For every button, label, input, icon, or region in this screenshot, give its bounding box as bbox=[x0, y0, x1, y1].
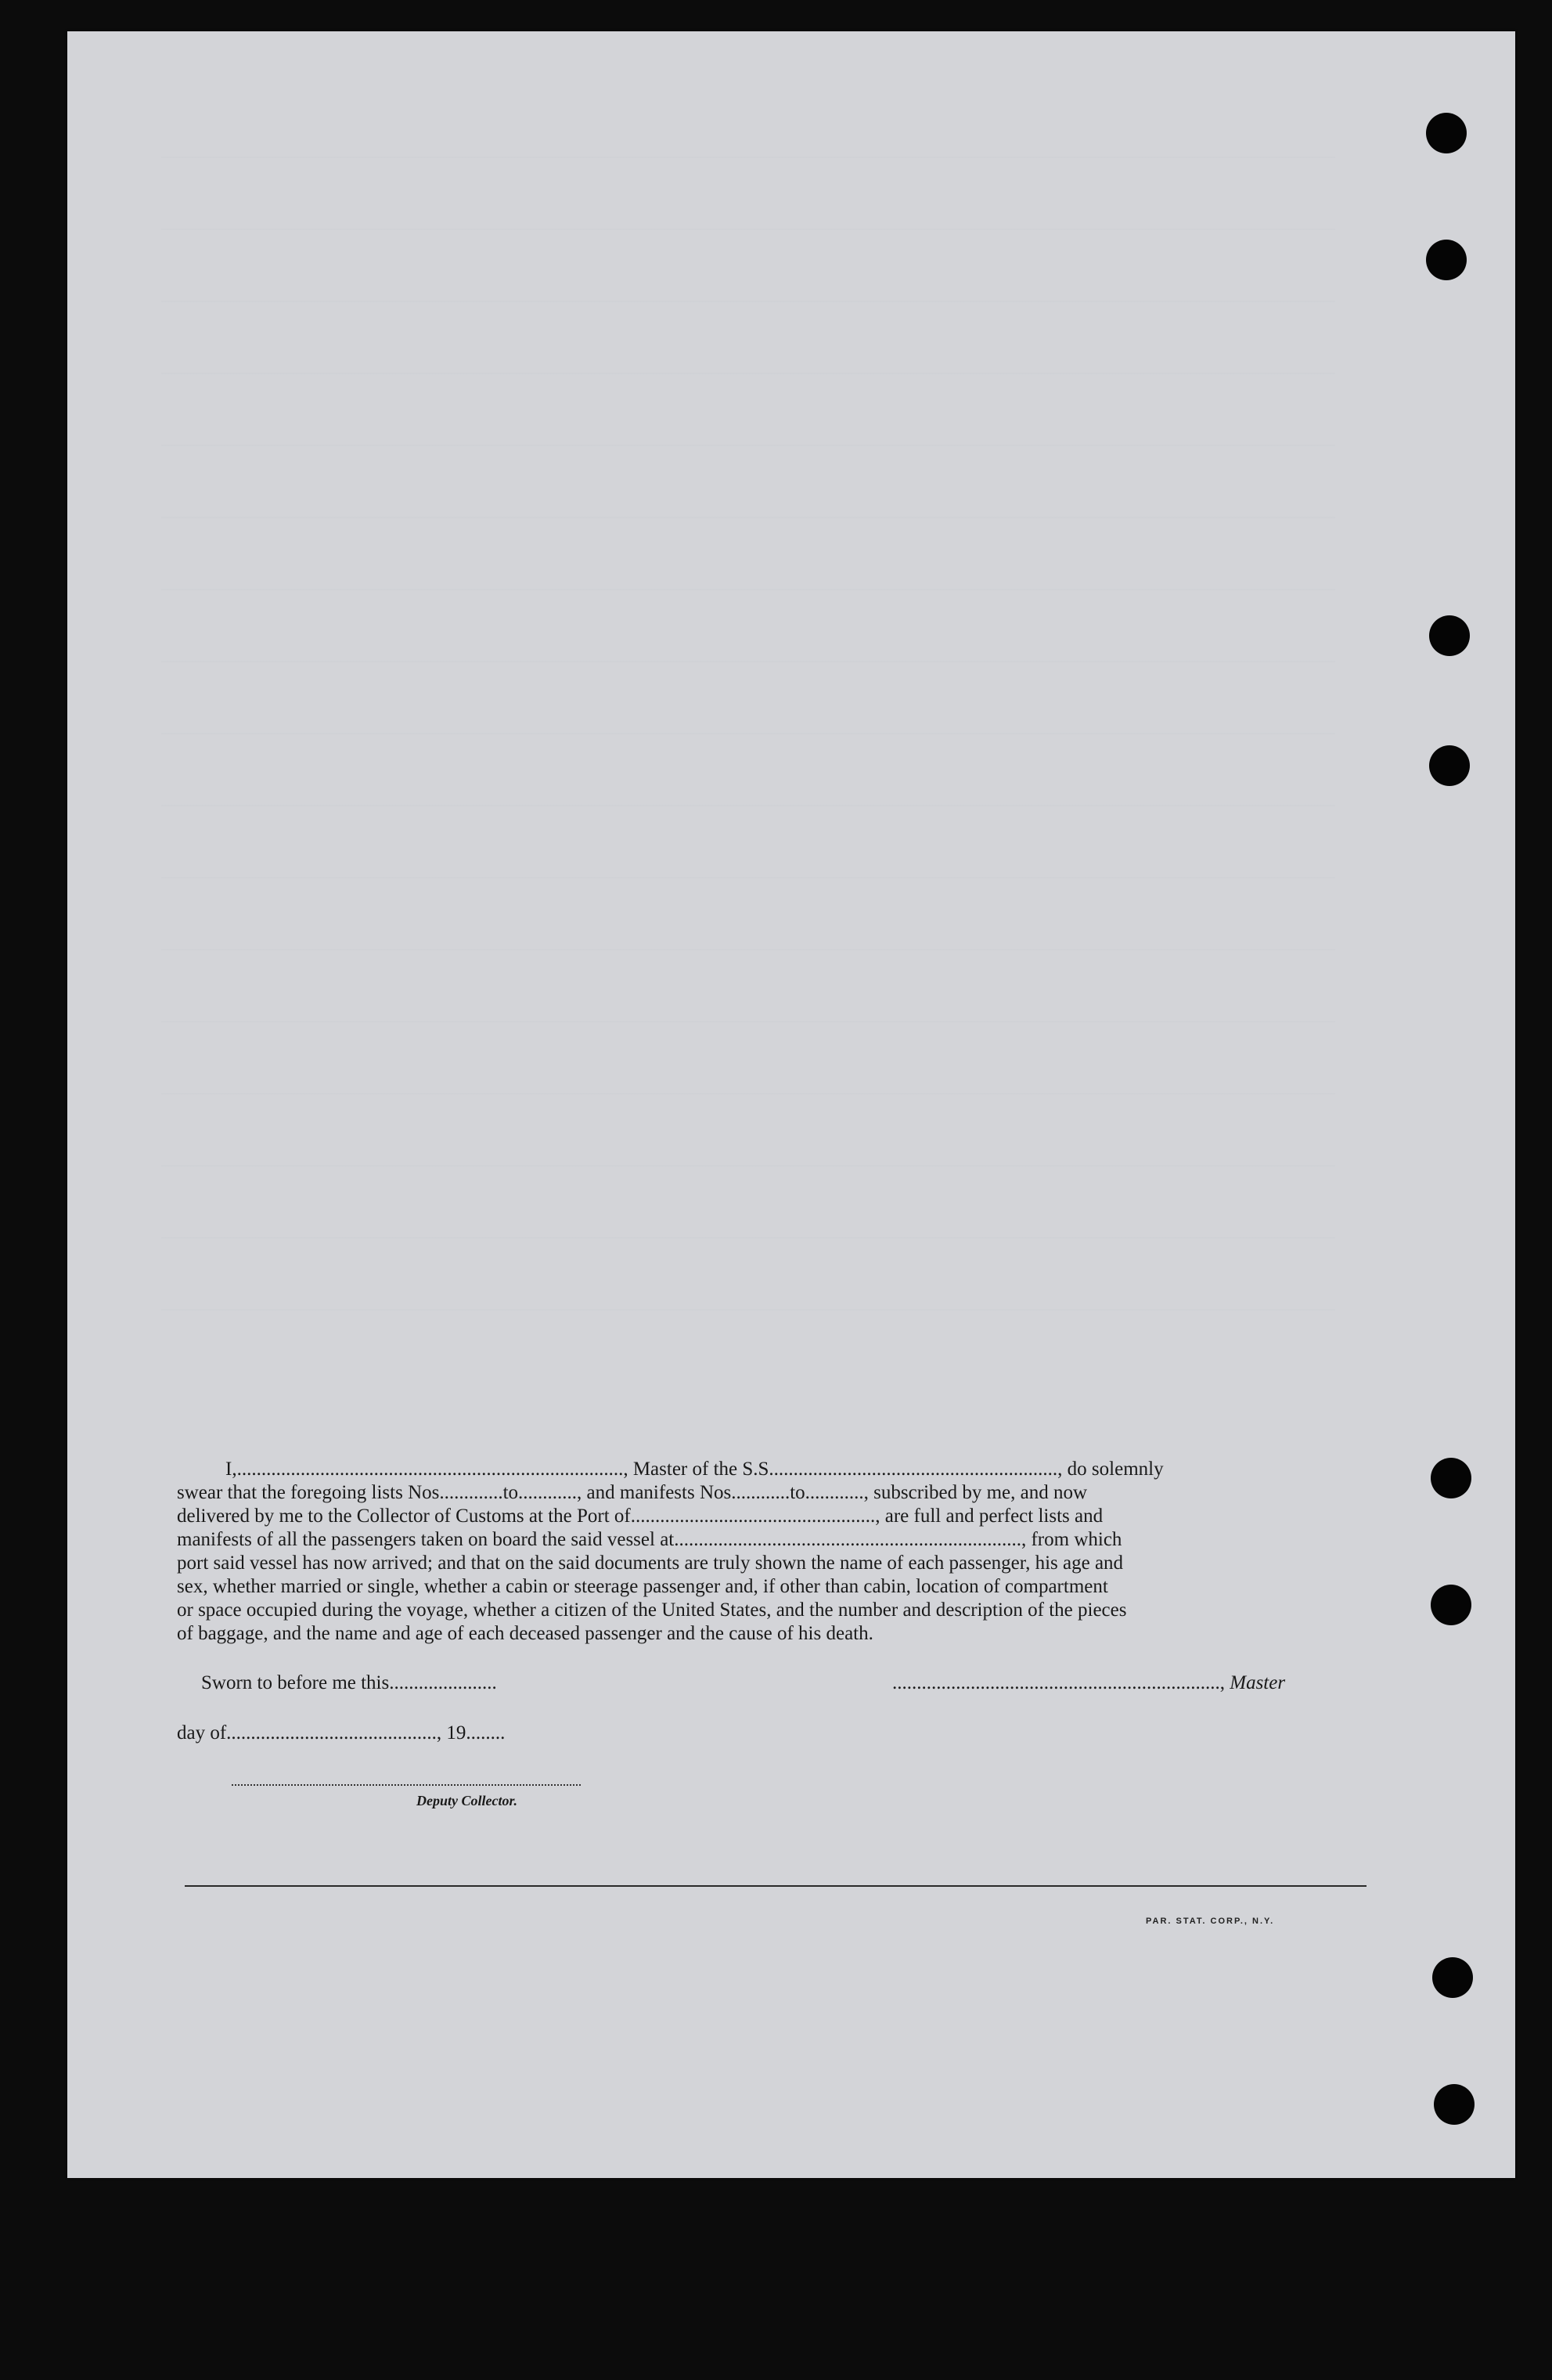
oath-line: of baggage, and the name and age of each deceased passenger and the cause of his death. bbox=[177, 1623, 873, 1644]
footer-rule bbox=[185, 1885, 1367, 1887]
punch-hole-icon bbox=[1426, 113, 1467, 153]
oath-line: manifests of all the passengers taken on board the said vessel at......................................................................., from which bbox=[177, 1529, 1122, 1550]
sworn-before-line: Sworn to before me this...................... bbox=[201, 1672, 497, 1693]
deputy-collector-label: Deputy Collector. bbox=[416, 1793, 517, 1808]
punch-hole-icon bbox=[1431, 1585, 1471, 1625]
punch-hole-icon bbox=[1432, 1957, 1473, 1998]
oath-line: or space occupied during the voyage, whether a citizen of the United States, and the number and description of the pieces bbox=[177, 1599, 1127, 1621]
manifest-sheet bbox=[67, 31, 1515, 2178]
master-label: Master bbox=[1230, 1672, 1286, 1693]
day-of-line: day of..........................................., 19........ bbox=[177, 1722, 506, 1744]
master-dots: ..................................................................., bbox=[892, 1672, 1225, 1693]
deputy-signature-line bbox=[232, 1784, 581, 1786]
master-signature-line bbox=[892, 1672, 1285, 1694]
punch-hole-icon bbox=[1429, 745, 1470, 786]
oath-line: swear that the foregoing lists Nos.............to............, and manifests Nos............to............, subscribed by me, and now bbox=[177, 1482, 1088, 1503]
oath-line: port said vessel has now arrived; and that on the said documents are truly shown the name of each passenger, his age and bbox=[177, 1552, 1124, 1574]
oath-line: delivered by me to the Collector of Customs at the Port of.................................................., are full and perfect lists and bbox=[177, 1506, 1104, 1527]
oath-paragraph bbox=[177, 1458, 1378, 1646]
punch-hole-icon bbox=[1429, 615, 1470, 656]
oath-line: I,..............................................................................., Master of the S.S..........................................................., do solemnly bbox=[225, 1459, 1164, 1480]
oath-line: sex, whether married or single, whether a cabin or steerage passenger and, if other than cabin, location of compartment bbox=[177, 1576, 1108, 1597]
punch-hole-icon bbox=[1431, 1458, 1471, 1498]
punch-hole-icon bbox=[1434, 2084, 1475, 2125]
punch-hole-icon bbox=[1426, 240, 1467, 280]
printer-imprint: PAR. STAT. CORP., N.Y. bbox=[1146, 1917, 1275, 1926]
